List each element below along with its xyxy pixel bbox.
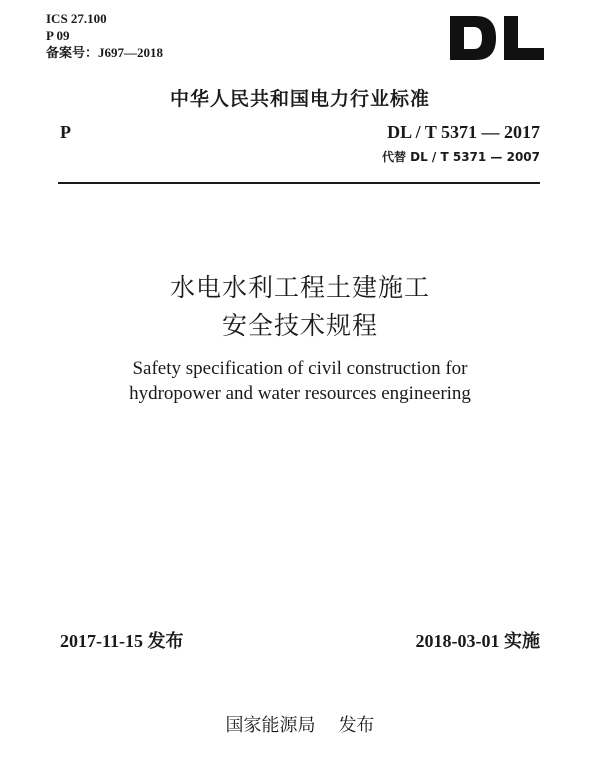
classification-block bbox=[46, 10, 163, 61]
category-letter: P bbox=[60, 122, 71, 142]
publisher-label: 发布 bbox=[338, 715, 375, 736]
title-cn-line-1: 水电水利工程土建施工 bbox=[169, 273, 430, 302]
effective-label: 实施 bbox=[504, 631, 540, 652]
effective-date-block bbox=[416, 627, 541, 653]
title-en-line-1: Safety specification of civil construction for bbox=[132, 358, 468, 379]
class-code: P 09 bbox=[46, 28, 70, 43]
header-divider bbox=[58, 182, 540, 184]
dl-logo-d bbox=[450, 16, 496, 60]
dl-logo bbox=[448, 14, 546, 62]
org-title: 中华人民共和国电力行业标准 bbox=[169, 88, 430, 110]
replaces-note: 代替 DL / T 5371 — 2007 bbox=[381, 150, 540, 164]
title-cn-line-2: 安全技术规程 bbox=[221, 311, 378, 340]
issue-date: 2017-11-15 bbox=[60, 631, 143, 651]
publisher-name: 国家能源局 bbox=[225, 715, 316, 736]
issue-date-block bbox=[60, 627, 184, 653]
standard-number: DL / T 5371 — 2017 bbox=[387, 122, 540, 142]
issue-label: 发布 bbox=[147, 631, 184, 652]
effective-date: 2018-03-01 bbox=[415, 631, 500, 651]
ics-code: ICS 27.100 bbox=[46, 11, 107, 26]
dl-logo-l bbox=[504, 16, 544, 60]
record-number: 备案号：J697—2018 bbox=[46, 45, 164, 60]
title-en-line-2: hydropower and water resources engineering bbox=[129, 383, 471, 404]
publisher-line bbox=[0, 711, 600, 737]
